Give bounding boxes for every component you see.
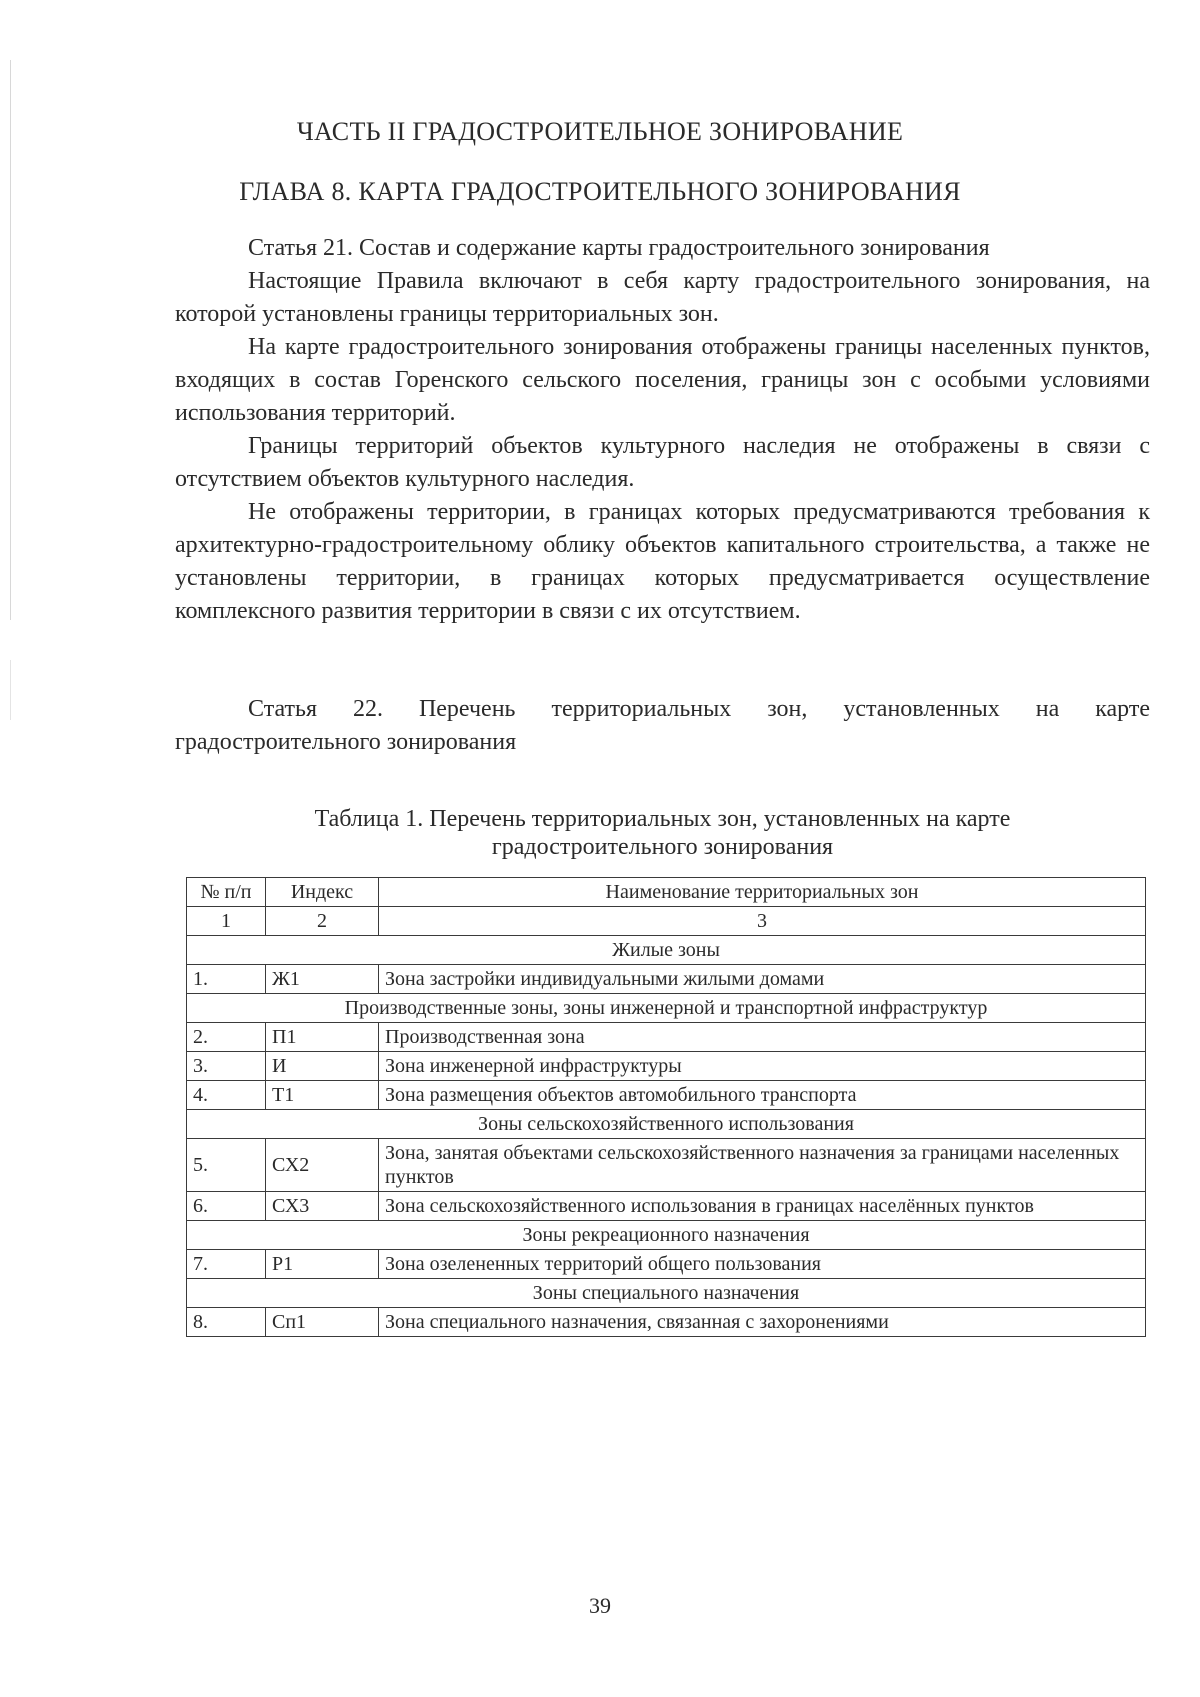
chapter-title: ГЛАВА 8. КАРТА ГРАДОСТРОИТЕЛЬНОГО ЗОНИРОВАНИЯ — [239, 177, 961, 206]
group-row — [187, 936, 1146, 965]
table-row — [187, 1023, 1146, 1052]
article-21-title: Статья 21. Состав и содержание карты градостроительного зонирования — [248, 235, 990, 261]
part-title: ЧАСТЬ II ГРАДОСТРОИТЕЛЬНОЕ ЗОНИРОВАНИЕ — [296, 117, 904, 146]
page-number: 39 — [589, 1593, 611, 1618]
row-index: Т1 — [266, 1081, 379, 1110]
row-index: Ж1 — [266, 965, 379, 994]
group-title: Жилые зоны — [187, 936, 1146, 965]
row-num: 4. — [187, 1081, 266, 1110]
group-row — [187, 994, 1146, 1023]
group-title: Зоны сельскохозяйственного использования — [187, 1110, 1146, 1139]
row-name: Зона инженерной инфраструктуры — [379, 1052, 1146, 1081]
column-number: 2 — [266, 907, 379, 936]
row-name: Зона специального назначения, связанная с захоронениями — [379, 1308, 1146, 1337]
row-index: Р1 — [266, 1250, 379, 1279]
table-row — [187, 1192, 1146, 1221]
paragraph: Настоящие Правила включают в себя карту градостроительного зонирования, на которой установлены границы территориальных зон. — [175, 268, 1150, 327]
row-name: Зона озелененных территорий общего пользования — [379, 1250, 1146, 1279]
row-index: И — [266, 1052, 379, 1081]
table-row — [187, 1052, 1146, 1081]
group-title: Зоны специального назначения — [187, 1279, 1146, 1308]
row-index: СХ3 — [266, 1192, 379, 1221]
row-num: 3. — [187, 1052, 266, 1081]
column-number-row — [187, 907, 1146, 936]
zones-table — [186, 877, 1146, 1337]
row-name: Производственная зона — [379, 1023, 1146, 1052]
table-row — [187, 1139, 1146, 1192]
row-num: 6. — [187, 1192, 266, 1221]
zones-table-body — [187, 878, 1146, 1337]
table-row — [187, 1308, 1146, 1337]
column-number: 1 — [187, 907, 266, 936]
table-row — [187, 1250, 1146, 1279]
table-row — [187, 965, 1146, 994]
table-caption-line: градостроительного зонирования — [491, 834, 834, 860]
row-name: Зона застройки индивидуальными жилыми домами — [379, 965, 1146, 994]
paragraph: Не отображены территории, в границах которых предусматриваются требования к архитектурно-градостроительному облику объектов капитального строительства, а также не установлены территории, в границах которых предусматривается осуществление комплексного развития территории в связи с их отсутствием. — [175, 499, 1150, 624]
row-name: Зона сельскохозяйственного использования в границах населённых пунктов — [379, 1192, 1146, 1221]
group-title: Производственные зоны, зоны инженерной и транспортной инфраструктур — [187, 994, 1146, 1023]
row-num: 5. — [187, 1139, 266, 1192]
scan-margin-line — [10, 660, 11, 720]
row-num: 7. — [187, 1250, 266, 1279]
table-header-row — [187, 878, 1146, 907]
group-title: Зоны рекреационного назначения — [187, 1221, 1146, 1250]
row-index: Сп1 — [266, 1308, 379, 1337]
column-number: 3 — [379, 907, 1146, 936]
row-name: Зона, занятая объектами сельскохозяйственного назначения за границами населенных пунктов — [379, 1139, 1146, 1192]
row-index: П1 — [266, 1023, 379, 1052]
group-row — [187, 1110, 1146, 1139]
row-num: 8. — [187, 1308, 266, 1337]
row-num: 2. — [187, 1023, 266, 1052]
header-index: Индекс — [266, 878, 379, 907]
article-21 — [175, 232, 1150, 628]
paragraph: На карте градостроительного зонирования отображены границы населенных пунктов, входящих в состав Горенского сельского поселения, границы зон с особыми условиями использования территорий. — [175, 334, 1150, 426]
row-num: 1. — [187, 965, 266, 994]
row-index: СХ2 — [266, 1139, 379, 1192]
paragraph: Границы территорий объектов культурного наследия не отображены в связи с отсутствием объектов культурного наследия. — [175, 433, 1150, 492]
header-name: Наименование территориальных зон — [379, 878, 1146, 907]
header-num: № п/п — [187, 878, 266, 907]
group-row — [187, 1221, 1146, 1250]
table-caption-line: Таблица 1. Перечень территориальных зон, установленных на карте — [314, 806, 1011, 832]
table-row — [187, 1081, 1146, 1110]
article-22-title: Статья 22. Перечень территориальных зон, установленных на карте градостроительного зонирования — [175, 696, 1150, 755]
row-name: Зона размещения объектов автомобильного транспорта — [379, 1081, 1146, 1110]
article-22 — [175, 693, 1150, 759]
table-caption — [175, 805, 1150, 861]
group-row — [187, 1279, 1146, 1308]
